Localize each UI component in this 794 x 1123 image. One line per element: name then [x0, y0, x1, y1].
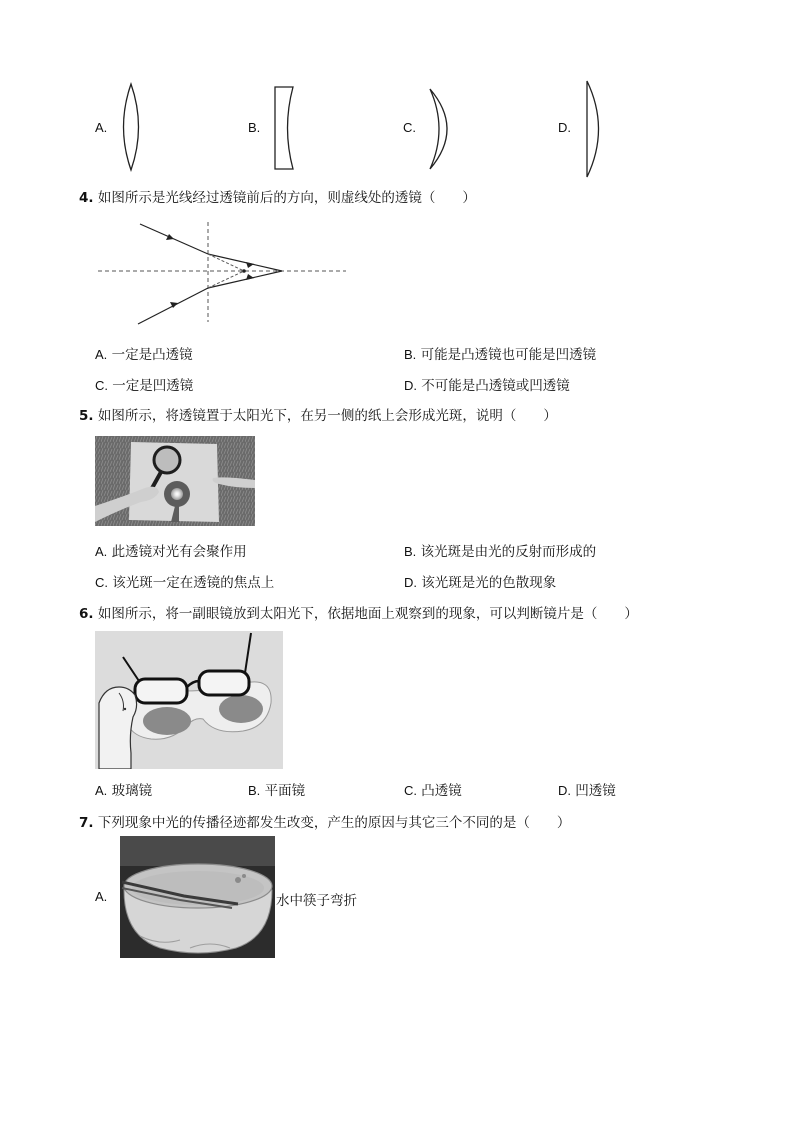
light-ray-diagram	[94, 218, 350, 328]
question-4-stem	[79, 186, 476, 206]
chopsticks-in-water-photo	[120, 836, 275, 958]
q3-option-c-label: C.	[403, 120, 416, 135]
magnifier-photo	[95, 436, 255, 526]
q6-option-c[interactable]: C. 凸透镜	[404, 783, 462, 799]
q7-option-a-label: A.	[95, 889, 108, 904]
question-7-text: 下列现象中光的传播径迹都发生改变，产生的原因与其它三个不同的是（ ）	[97, 815, 571, 831]
biconvex-lens-figure	[118, 82, 144, 172]
q3-option-b-label: B.	[248, 120, 261, 135]
question-6-stem	[79, 602, 638, 622]
question-6-number: 6.	[79, 606, 94, 622]
question-5-text: 如图所示，将透镜置于太阳光下，在另一侧的纸上会形成光斑，说明（ ）	[97, 408, 557, 424]
question-4-text: 如图所示是光线经过透镜前后的方向，则虚线处的透镜（ ）	[97, 190, 476, 206]
q3-option-d-label: D.	[558, 120, 571, 135]
question-5-stem	[79, 404, 557, 424]
question-4-number: 4.	[79, 190, 94, 206]
eyeglasses-illustration	[95, 631, 283, 769]
q5-option-b[interactable]: B. 该光斑是由光的反射而形成的	[404, 544, 597, 560]
q3-option-a-label: A.	[95, 120, 108, 135]
q4-option-d[interactable]: D. 不可能是凸透镜或凹透镜	[404, 378, 570, 394]
meniscus-lens-figure	[426, 88, 458, 170]
question-5-number: 5.	[79, 408, 94, 424]
q5-option-a[interactable]: A. 此透镜对光有会聚作用	[95, 544, 247, 560]
q6-option-a[interactable]: A. 玻璃镜	[95, 783, 153, 799]
q4-option-c[interactable]: C. 一定是凹透镜	[95, 378, 194, 394]
q5-option-d[interactable]: D. 该光斑是光的色散现象	[404, 575, 557, 591]
question-6-text: 如图所示，将一副眼镜放到太阳光下，依据地面上观察到的现象，可以判断镜片是（ ）	[97, 606, 638, 622]
q4-option-b[interactable]: B. 可能是凸透镜也可能是凹透镜	[404, 347, 597, 363]
question-7-stem	[79, 811, 570, 831]
question-7-number: 7.	[79, 815, 94, 831]
plano-convex-lens-figure	[584, 80, 606, 178]
q4-option-a[interactable]: A. 一定是凸透镜	[95, 347, 193, 363]
q5-option-c[interactable]: C. 该光斑一定在透镜的焦点上	[95, 575, 275, 591]
q6-option-b[interactable]: B. 平面镜	[248, 783, 306, 799]
plano-concave-lens-figure	[270, 86, 296, 170]
q7-option-a-text: 水中筷子弯折	[276, 893, 357, 909]
q6-option-d[interactable]: D. 凹透镜	[558, 783, 616, 799]
